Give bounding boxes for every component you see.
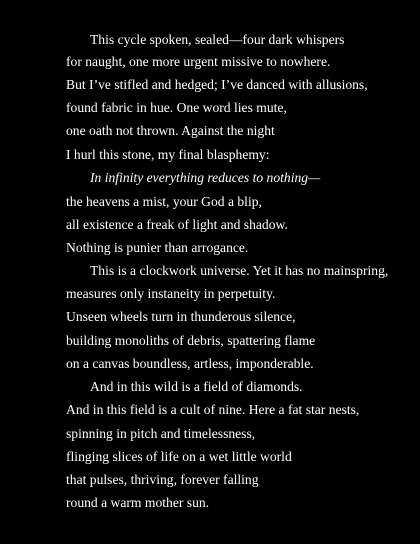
poem-line-8: the heavens a mist, your God a blip, (66, 194, 262, 209)
poem-line-7-italic: In infinity everything reduces to nothing— (90, 170, 321, 185)
poem-line-14: building monoliths of debris, spattering flame (66, 333, 316, 348)
poem-line-9: all existence a freak of light and shadow. (66, 217, 288, 232)
poem-line-16: And in this wild is a field of diamonds. (90, 379, 303, 394)
poem-line-5: one oath not thrown. Against the night (66, 123, 275, 138)
poem-line-13: Unseen wheels turn in thunderous silence, (66, 309, 296, 324)
poem-line-11: This is a clockwork universe. Yet it has no mainspring, (90, 263, 389, 278)
poem-line-1: This cycle spoken, sealed—four dark whispers (90, 32, 345, 47)
poem-line-6: I hurl this stone, my final blasphemy: (66, 147, 270, 162)
poem-line-21: round a warm mother sun. (66, 495, 210, 510)
poem-line-19: flinging slices of life on a wet little world (66, 449, 292, 464)
poem-line-12: measures only instaneity in perpetuity. (66, 286, 276, 301)
poem-line-17: And in this field is a cult of nine. Here a fat star nests, (66, 402, 360, 417)
poem-line-3: But I’ve stifled and hedged; I’ve danced with allusions, (66, 77, 368, 92)
poem-line-4: found fabric in hue. One word lies mute, (66, 100, 287, 115)
poem-line-15: on a canvas boundless, artless, imponderable. (66, 356, 314, 371)
poem-line-20: that pulses, thriving, forever falling (66, 472, 259, 487)
poem-line-10: Nothing is punier than arrogance. (66, 240, 249, 255)
poem-line-2: for naught, one more urgent missive to nowhere. (66, 54, 331, 69)
poem-line-18: spinning in pitch and timelessness, (66, 426, 256, 441)
